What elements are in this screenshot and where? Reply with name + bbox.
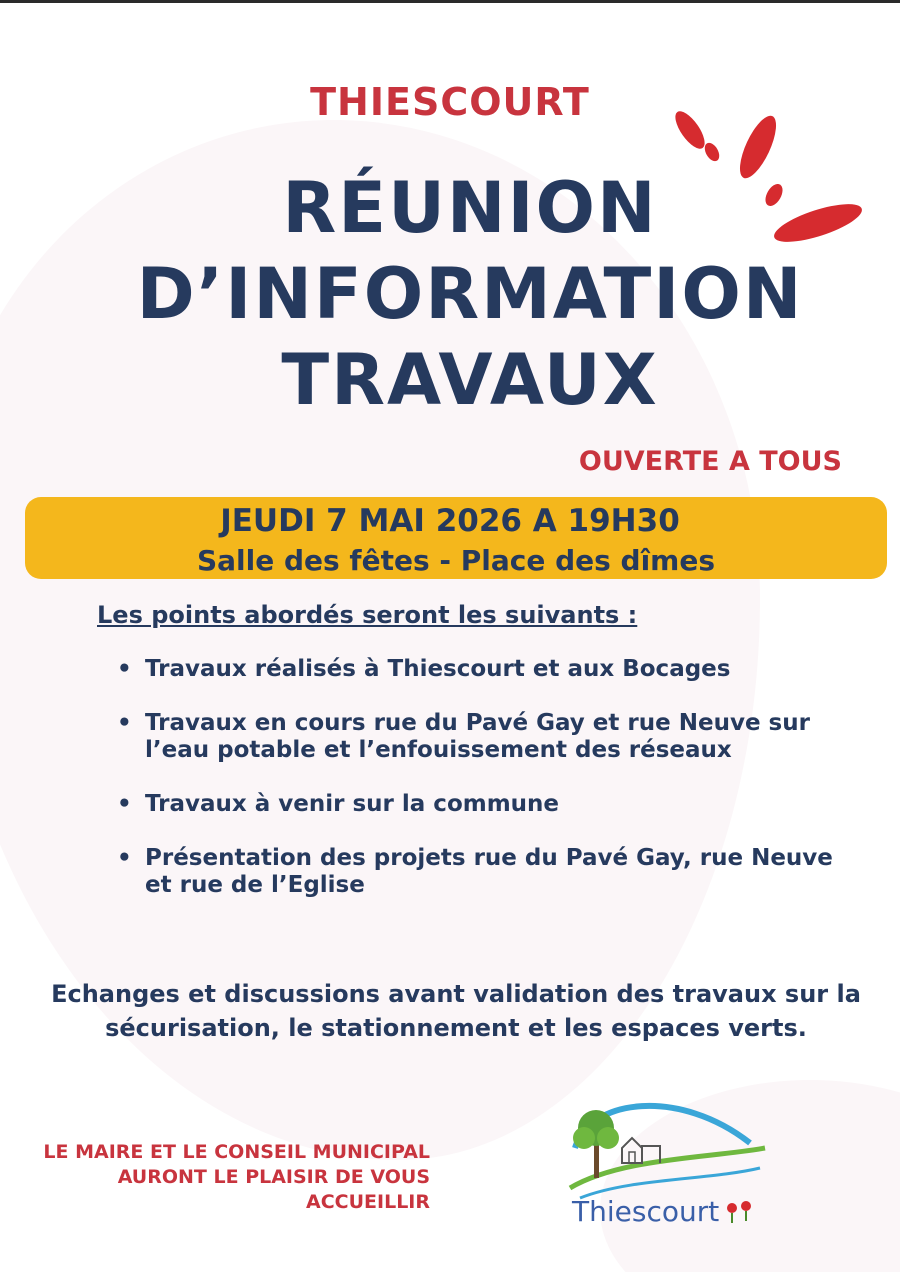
closing-text: Echanges et discussions avant validation des travaux sur la sécurisation, le stationnement et les espaces verts.: [51, 980, 861, 1042]
agenda-item: • Travaux réalisés à Thiescourt et aux Bocages: [115, 656, 835, 683]
event-location: Salle des fêtes - Place des dîmes: [196, 544, 716, 577]
logo-text: Thiescourt: [572, 1195, 720, 1228]
open-to-all: OUVERTE A TOUS: [578, 446, 842, 477]
town-name: THIESCOURT: [310, 80, 590, 124]
title-line-3: TRAVAUX: [281, 339, 659, 421]
event-date: JEUDI 7 MAI 2026 A 19H30: [220, 503, 680, 539]
scan-edge: [0, 0, 900, 3]
host-message: LE MAIRE ET LE CONSEIL MUNICIPAL AURONT LE PLAISIR DE VOUS ACCUEILLIR: [43, 1141, 430, 1213]
agenda-list: [115, 656, 835, 926]
agenda-item: • Travaux à venir sur la commune: [115, 791, 835, 818]
main-title: [0, 165, 900, 423]
agenda-item: • Présentation des projets rue du Pavé Gay, rue Neuve et rue de l’Eglise: [115, 845, 835, 899]
agenda-item: • Travaux en cours rue du Pavé Gay et rue Neuve sur l’eau potable et l’enfouissement des réseaux: [115, 710, 835, 764]
title-line-1: RÉUNION: [282, 167, 658, 249]
agenda-intro: Les points abordés seront les suivants :: [97, 601, 638, 629]
title-line-2: D’INFORMATION: [136, 253, 804, 335]
